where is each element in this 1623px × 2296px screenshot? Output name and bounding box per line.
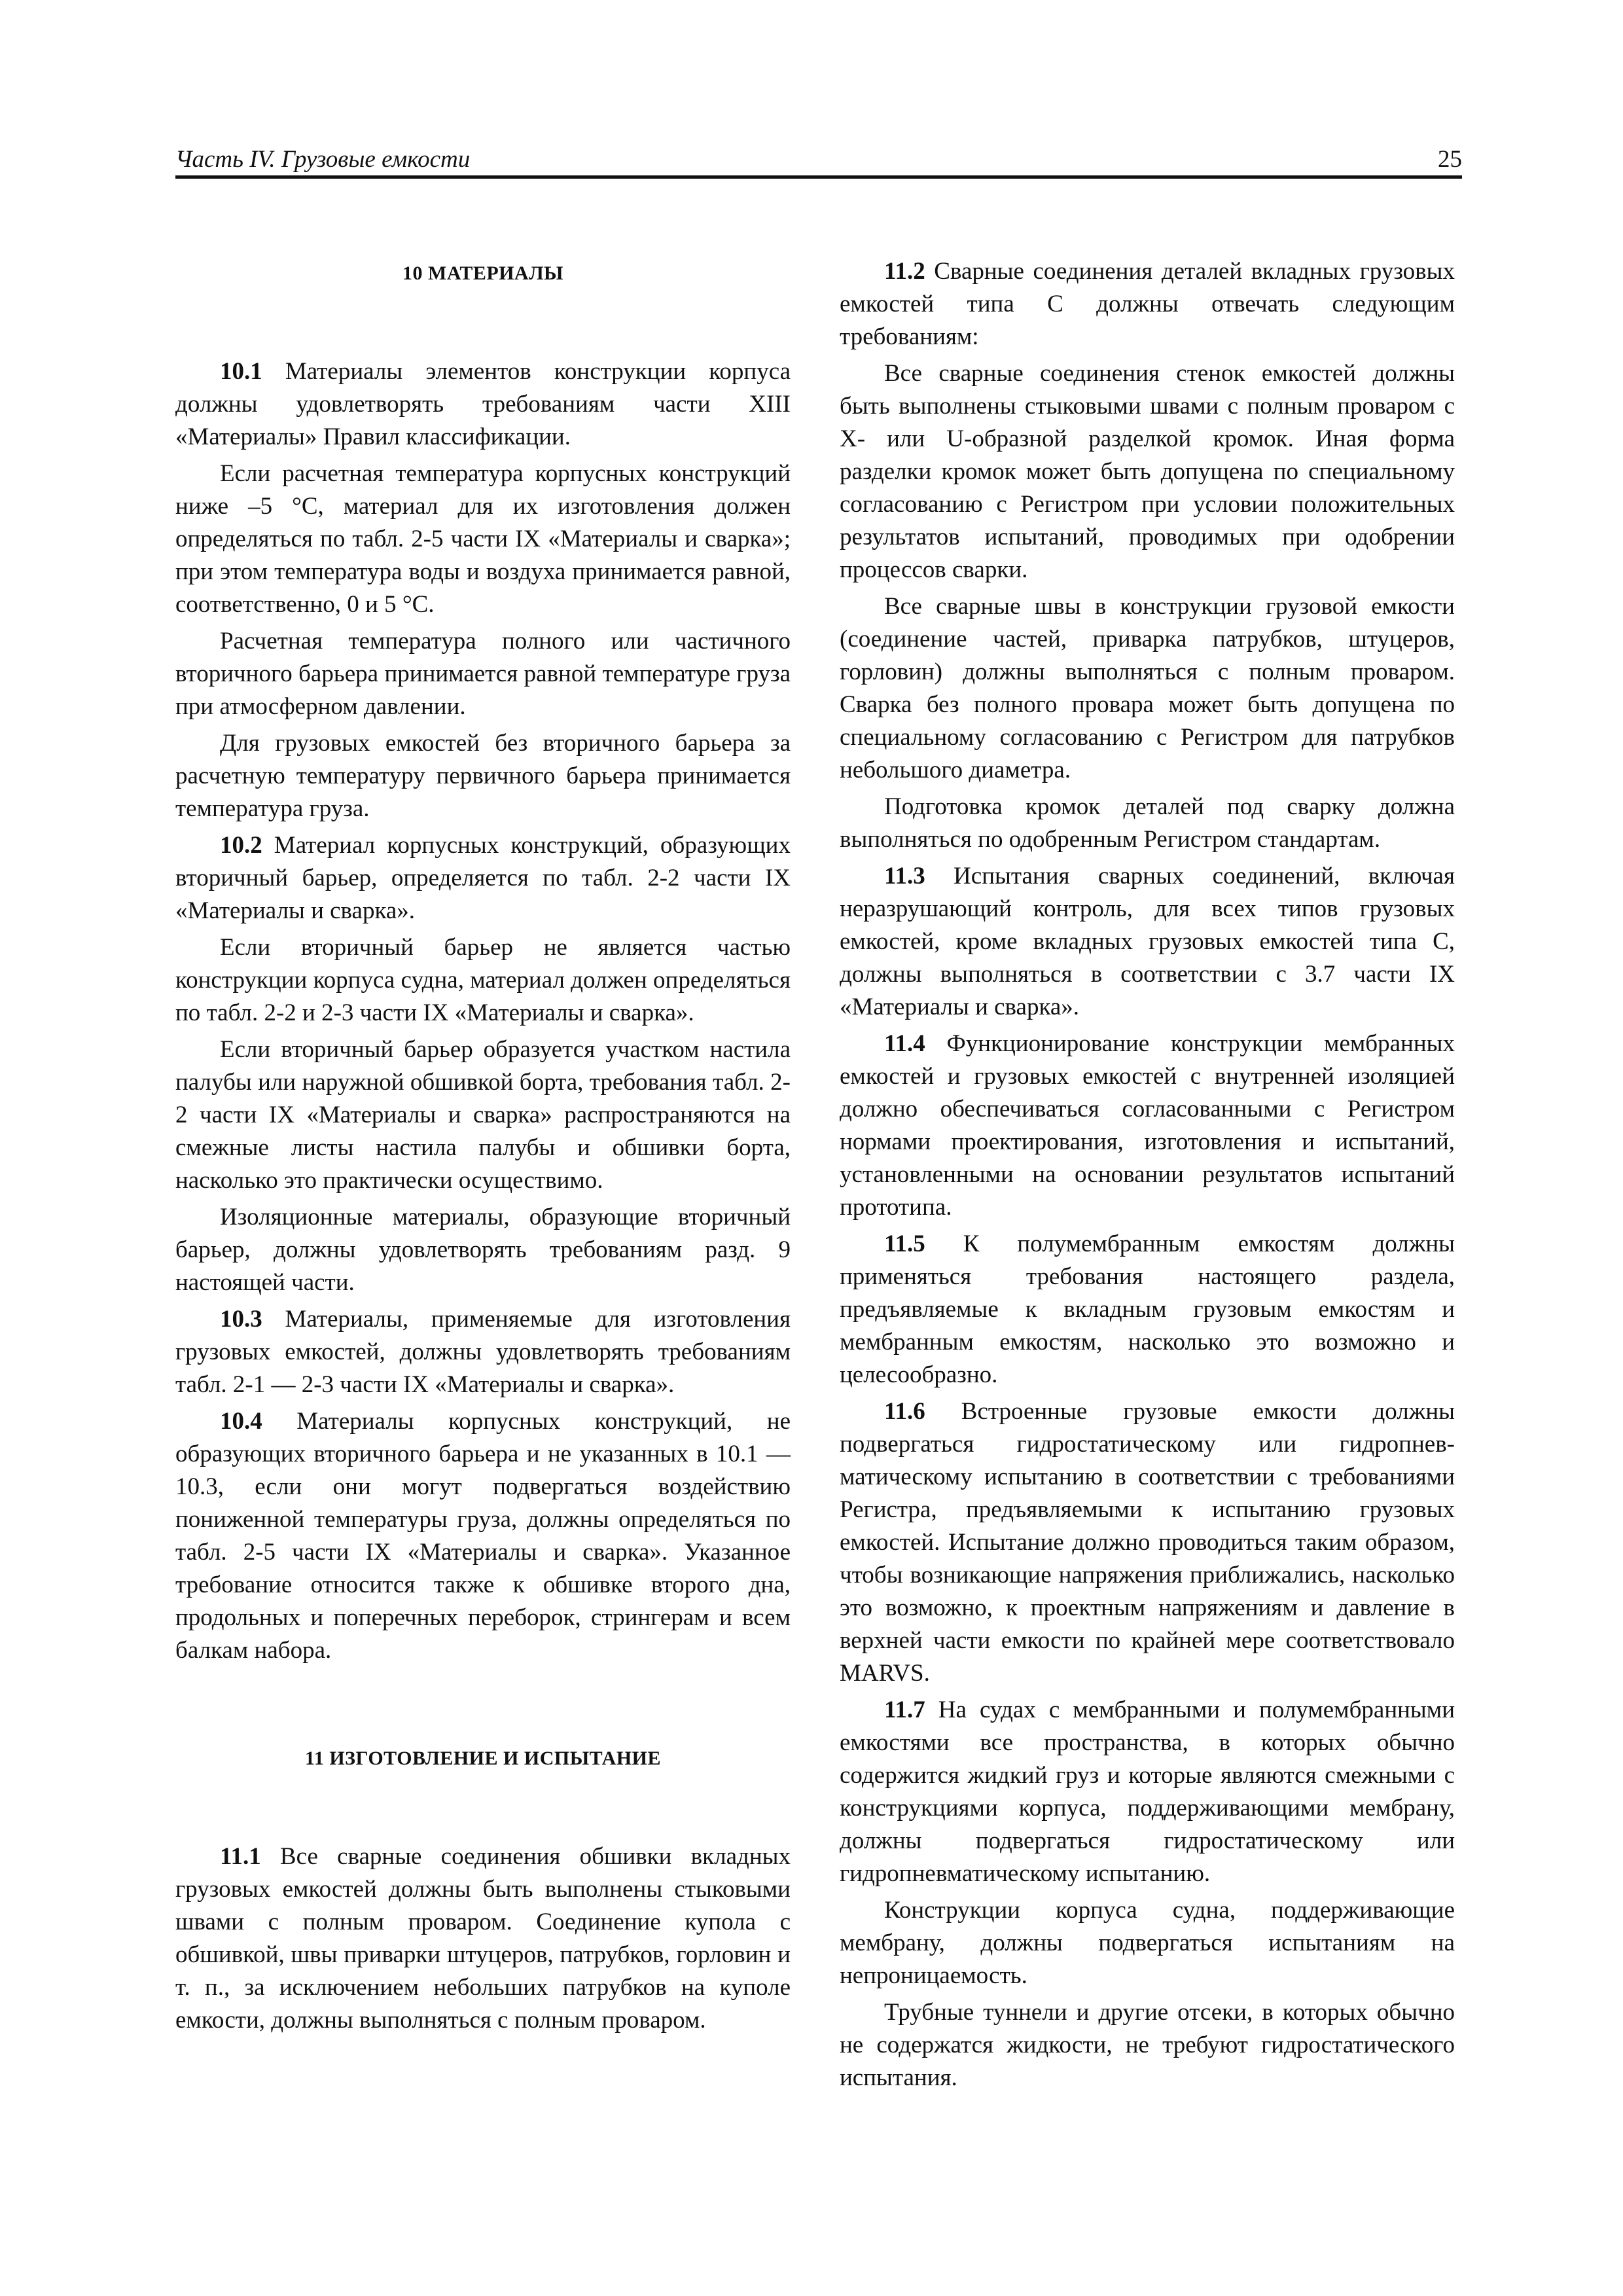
header-rule xyxy=(175,175,1462,179)
clause-number: 11.4 xyxy=(884,1030,925,1057)
clause-number: 10.2 xyxy=(220,832,262,859)
paragraph-text: Сварные соединения деталей вкладных грузовых емкостей типа С должны отвечать следующим требованиям: xyxy=(840,258,1455,350)
paragraph-text: На судах с мембранными и полумембранными емкостями все пространства, в которых обычно содержится жидкий груз и которые являются смежными с конструкциями корпуса, поддерживающими мембрану, должны подвергаться гидростатическому или гидропневматическому испытанию. xyxy=(840,1696,1455,1887)
paragraph: Если вторичный барьер образуется участком настила палубы или наружной обшивкой борта, требования табл. 2-2 части IX «Материалы и сварка» распространяются на смежные листы настила палубы и обшивки борта, насколько это практически осуществимо. xyxy=(175,1036,791,1194)
clause-number: 11.6 xyxy=(884,1398,925,1425)
header-title: Часть IV. Грузовые емкости xyxy=(175,146,471,173)
paragraph-text: Испытания сварных соединений, включая неразрушающий контроль, для всех типов грузовых емкостей, кроме вкладных грузовых емкостей типа С, должны выполняться в соответствии с 3.7 части IX «Материалы и сварка». xyxy=(840,863,1455,1020)
paragraph-text: Материалы корпусных конструкций, не образующих вторичного барьера и не указанных в 10.1 — 10.3, если они могут подвергаться воздействию пониженной температуры груза, должны определяться по табл. 2-5 части IX «Материалы и сварка». Указанное требование относится также к обшивке второго дна, продольных и поперечных переборок, стрингерам и всем балкам набора. xyxy=(175,1408,791,1664)
left-column xyxy=(175,260,791,2041)
paragraph-11-5 xyxy=(840,1228,1455,1391)
paragraph-11-7 xyxy=(840,1694,1455,1890)
paragraph-10-3 xyxy=(175,1303,791,1401)
paragraph-text: Материалы, применяемые для изготовления грузовых емкостей, должны удовлетворять требованиям табл. 2-1 — 2-3 части IX «Материалы и сварка». xyxy=(175,1306,791,1398)
clause-number: 11.5 xyxy=(884,1230,925,1257)
paragraph: Все сварные соединения стенок емкостей должны быть выполнены стыковыми швами с полным проваром с X- или U-образной разделкой кромок. Иная форма разделки кромок может быть допущена по специальному согласованию с Регистром при условии положительных результатов испытаний, проводимых при одобрении процессов сварки. xyxy=(840,360,1455,583)
clause-number: 10.1 xyxy=(220,358,262,385)
paragraph: Трубные туннели и другие отсеки, в которых обычно не содержатся жидкости, не требуют гидростатического испытания. xyxy=(840,1999,1455,2091)
section-11-heading: 11 ИЗГОТОВЛЕНИЕ И ИСПЫТАНИЕ xyxy=(304,1748,662,1769)
page-number: 25 xyxy=(1438,146,1462,173)
paragraph-10-1 xyxy=(175,355,791,454)
clause-number: 11.2 xyxy=(884,258,925,285)
paragraph-11-2 xyxy=(840,255,1455,353)
right-column xyxy=(840,255,1455,2098)
paragraph: Если вторичный барьер не является частью конструкции корпуса судна, материал должен определяться по табл. 2-2 и 2-3 части IX «Материалы и сварка». xyxy=(175,934,791,1026)
paragraph-11-4 xyxy=(840,1028,1455,1224)
clause-number: 11.7 xyxy=(884,1696,925,1723)
paragraph-11-3 xyxy=(840,860,1455,1024)
clause-number: 11.1 xyxy=(220,1843,261,1870)
clause-number: 10.4 xyxy=(220,1408,262,1435)
section-10-heading: 10 МАТЕРИАЛЫ xyxy=(402,262,563,284)
paragraph-11-6 xyxy=(840,1395,1455,1690)
clause-number: 11.3 xyxy=(884,863,925,889)
paragraph-10-4 xyxy=(175,1405,791,1667)
paragraph-text: Все сварные соединения обшивки вкладных грузовых емкостей должны быть выполнены стыковыми швами с полным проваром. Соединение купола с обшивкой, швы приварки штуцеров, патрубков, горловин и т. п., за исключением небольших патрубков на куполе емкости, должны выполняться с полным проваром. xyxy=(175,1843,791,2034)
paragraph: Все сварные швы в конструкции грузовой емкости (соединение частей, приварка патрубков, штуцеров, горловин) должны выполняться с полным проваром. Сварка без полного провара может быть допущена по специальному согласованию с Регистром для патрубков небольшого диаметра. xyxy=(840,593,1455,783)
paragraph-10-2 xyxy=(175,829,791,927)
paragraph: Для грузовых емкостей без вторичного барьера за расчетную температуру первичного барьера принимается температура груза. xyxy=(175,730,791,822)
paragraph-text: Встроенные грузовые емкости должны подвергаться гидростатическому или гидропневматическому испытанию в соответствии с требованиями Регистра, предъявляемыми к испытанию грузовых емкостей. Испытание должно проводиться таким образом, чтобы возникающие напряжения приближались, насколько это возможно, к проектным напряжениям и давление в верхней части емкости по крайней мере соответствовало MARVS. xyxy=(840,1398,1455,1687)
paragraph-text: К полумембранным емкостям должны применяться требования настоящего раздела, предъявляемые к вкладным грузовым емкостям и мембранным емкостям, насколько это возможно и целесообразно. xyxy=(840,1230,1455,1388)
paragraph: Подготовка кромок деталей под сварку должна выполняться по одобренным Регистром стандартам. xyxy=(840,793,1455,853)
clause-number: 10.3 xyxy=(220,1306,262,1333)
paragraph: Если расчетная температура корпусных конструкций ниже –5 °С, материал для их изготовления должен определяться по табл. 2-5 части IX «Материалы и сварка»; при этом температура воды и воздуха принимается равной, соответственно, 0 и 5 °С. xyxy=(175,460,791,618)
paragraph: Конструкции корпуса судна, поддерживающие мембрану, должны подвергаться испытаниям на непроницаемость. xyxy=(840,1897,1455,1989)
paragraph: Изоляционные материалы, образующие вторичный барьер, должны удовлетворять требованиям разд. 9 настоящей части. xyxy=(175,1204,791,1296)
running-header xyxy=(175,145,1462,179)
paragraph-text: Функционирование конструкции мембранных емкостей и грузовых емкостей с внутренней изоляцией должно обеспечиваться согласованными с Регистром нормами проектирования, изготовления и испытаний, установленными на основании результатов испытаний прототипа. xyxy=(840,1030,1455,1221)
paragraph-11-1 xyxy=(175,1840,791,2037)
paragraph: Расчетная температура полного или частичного вторичного барьера принимается равной температуре груза при атмосферном давлении. xyxy=(175,628,791,720)
paragraph-text: Материалы элементов конструкции корпуса должны удовлетворять требованиям части XIII «Материалы» Правил классификации. xyxy=(175,358,791,450)
paragraph-text: Материал корпусных конструкций, образующих вторичный барьер, определяется по табл. 2-2 части IX «Материалы и сварка». xyxy=(175,832,791,924)
